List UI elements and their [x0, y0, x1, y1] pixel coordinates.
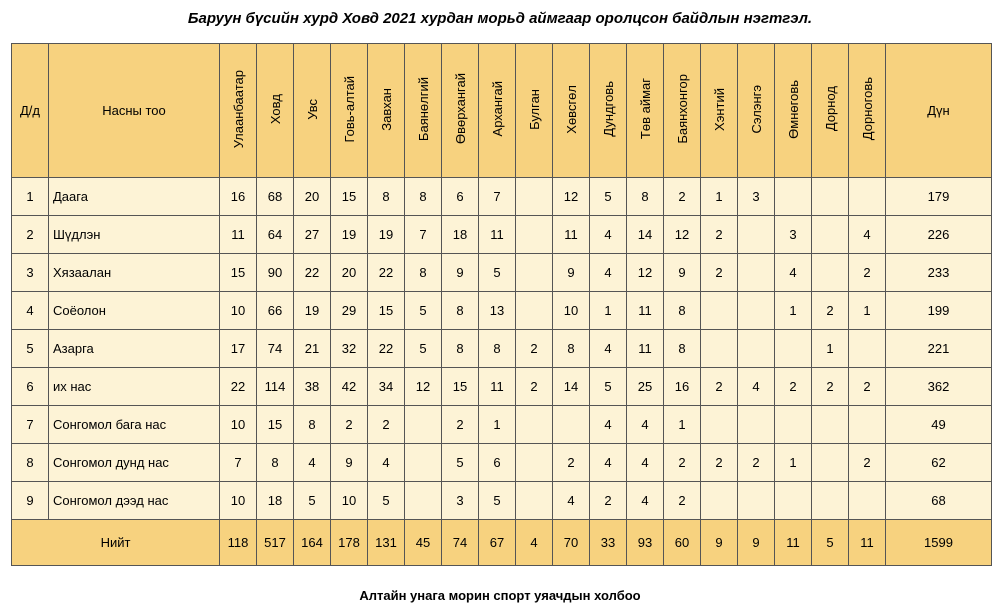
data-cell	[405, 444, 442, 482]
data-cell: 16	[664, 368, 701, 406]
data-cell: 2	[701, 254, 738, 292]
data-cell: 10	[553, 292, 590, 330]
row-total: 221	[886, 330, 992, 368]
data-cell: 2	[664, 178, 701, 216]
header-total: Дүн	[886, 44, 992, 178]
data-cell: 15	[442, 368, 479, 406]
header-province: Булган	[516, 44, 553, 178]
header-province: Завхан	[368, 44, 405, 178]
data-cell: 66	[257, 292, 294, 330]
data-cell: 2	[368, 406, 405, 444]
data-cell: 5	[590, 178, 627, 216]
header-province: Баянхонгор	[664, 44, 701, 178]
data-cell: 25	[627, 368, 664, 406]
data-cell: 5	[442, 444, 479, 482]
data-cell: 5	[405, 292, 442, 330]
data-cell	[738, 406, 775, 444]
data-cell: 8	[442, 292, 479, 330]
data-cell	[812, 406, 849, 444]
row-age-name: Шүдлэн	[49, 216, 220, 254]
data-cell: 8	[442, 330, 479, 368]
data-cell: 2	[775, 368, 812, 406]
header-province: Дорнод	[812, 44, 849, 178]
data-cell: 12	[627, 254, 664, 292]
data-cell: 2	[849, 254, 886, 292]
data-cell: 12	[664, 216, 701, 254]
data-cell: 15	[257, 406, 294, 444]
data-cell	[701, 406, 738, 444]
data-cell: 5	[368, 482, 405, 520]
row-age-name: Сонгомол бага нас	[49, 406, 220, 444]
summary-table	[11, 43, 992, 566]
row-age-name: их нас	[49, 368, 220, 406]
data-cell: 9	[553, 254, 590, 292]
data-cell	[516, 178, 553, 216]
header-age: Насны тоо	[49, 44, 220, 178]
table-row	[12, 330, 992, 368]
header-row	[12, 44, 992, 178]
data-cell: 2	[331, 406, 368, 444]
data-cell	[516, 292, 553, 330]
totals-cell: 60	[664, 520, 701, 566]
data-cell: 22	[220, 368, 257, 406]
data-cell: 9	[664, 254, 701, 292]
totals-cell: 4	[516, 520, 553, 566]
data-cell: 8	[479, 330, 516, 368]
data-cell: 1	[479, 406, 516, 444]
data-cell: 3	[738, 178, 775, 216]
data-cell: 1	[664, 406, 701, 444]
totals-row	[12, 520, 992, 566]
data-cell: 4	[590, 216, 627, 254]
row-total: 233	[886, 254, 992, 292]
header-index: Д/д	[12, 44, 49, 178]
data-cell: 2	[553, 444, 590, 482]
data-cell: 8	[257, 444, 294, 482]
totals-cell: 517	[257, 520, 294, 566]
data-cell	[775, 406, 812, 444]
data-cell: 6	[442, 178, 479, 216]
data-cell: 6	[479, 444, 516, 482]
data-cell	[405, 406, 442, 444]
table-row	[12, 216, 992, 254]
data-cell	[812, 482, 849, 520]
totals-cell: 93	[627, 520, 664, 566]
table-row	[12, 368, 992, 406]
header-province: Өвөрхангай	[442, 44, 479, 178]
data-cell	[701, 292, 738, 330]
data-cell: 14	[553, 368, 590, 406]
data-cell: 10	[220, 482, 257, 520]
data-cell: 22	[368, 330, 405, 368]
data-cell: 18	[442, 216, 479, 254]
header-province: Өмнөговь	[775, 44, 812, 178]
data-cell: 17	[220, 330, 257, 368]
data-cell: 2	[812, 292, 849, 330]
data-cell	[738, 482, 775, 520]
totals-cell: 131	[368, 520, 405, 566]
data-cell: 8	[627, 178, 664, 216]
data-cell: 64	[257, 216, 294, 254]
row-index: 8	[12, 444, 49, 482]
data-cell: 13	[479, 292, 516, 330]
data-cell: 114	[257, 368, 294, 406]
totals-cell: 74	[442, 520, 479, 566]
row-age-name: Азарга	[49, 330, 220, 368]
data-cell: 2	[516, 330, 553, 368]
data-cell: 2	[590, 482, 627, 520]
data-cell: 8	[405, 178, 442, 216]
data-cell: 74	[257, 330, 294, 368]
data-cell	[701, 482, 738, 520]
data-cell: 4	[627, 444, 664, 482]
data-cell	[775, 482, 812, 520]
data-cell: 2	[664, 444, 701, 482]
table-row	[12, 254, 992, 292]
header-province: Төв аймаг	[627, 44, 664, 178]
data-cell: 7	[479, 178, 516, 216]
data-cell	[553, 406, 590, 444]
data-cell	[738, 216, 775, 254]
data-cell: 5	[590, 368, 627, 406]
totals-cell: 11	[849, 520, 886, 566]
data-cell: 10	[220, 292, 257, 330]
row-index: 2	[12, 216, 49, 254]
data-cell: 4	[590, 254, 627, 292]
header-province: Говь-алтай	[331, 44, 368, 178]
row-age-name: Сонгомол дунд нас	[49, 444, 220, 482]
row-total: 362	[886, 368, 992, 406]
data-cell: 10	[331, 482, 368, 520]
data-cell: 2	[849, 368, 886, 406]
data-cell: 10	[220, 406, 257, 444]
data-cell	[738, 292, 775, 330]
data-cell: 4	[849, 216, 886, 254]
header-province: Сэлэнгэ	[738, 44, 775, 178]
data-cell: 90	[257, 254, 294, 292]
data-cell: 4	[590, 444, 627, 482]
data-cell: 8	[405, 254, 442, 292]
data-cell: 4	[738, 368, 775, 406]
row-total: 179	[886, 178, 992, 216]
data-cell: 2	[664, 482, 701, 520]
row-index: 4	[12, 292, 49, 330]
data-cell	[849, 178, 886, 216]
data-cell	[812, 444, 849, 482]
data-cell: 11	[627, 330, 664, 368]
row-age-name: Соёолон	[49, 292, 220, 330]
data-cell	[516, 254, 553, 292]
data-cell	[516, 482, 553, 520]
data-cell: 5	[294, 482, 331, 520]
data-cell: 2	[701, 444, 738, 482]
data-cell: 11	[479, 368, 516, 406]
footer-org: Алтайн унага морин спорт уяачдын холбоо	[359, 588, 641, 603]
data-cell: 19	[368, 216, 405, 254]
data-cell	[849, 330, 886, 368]
data-cell: 15	[368, 292, 405, 330]
data-cell	[701, 330, 738, 368]
data-cell: 15	[331, 178, 368, 216]
table-row	[12, 292, 992, 330]
header-province: Ховд	[257, 44, 294, 178]
totals-cell: 118	[220, 520, 257, 566]
row-total: 199	[886, 292, 992, 330]
page-title: Баруун бүсийн хурд Ховд 2021 хурдан морьд аймгаар оролцсон байдлын нэгтгэл.	[187, 10, 813, 27]
totals-cell: 9	[701, 520, 738, 566]
header-province: Дорноговь	[849, 44, 886, 178]
row-index: 3	[12, 254, 49, 292]
data-cell: 4	[553, 482, 590, 520]
totals-cell: 11	[775, 520, 812, 566]
row-index: 1	[12, 178, 49, 216]
data-cell	[812, 216, 849, 254]
data-cell: 2	[849, 444, 886, 482]
data-cell	[738, 254, 775, 292]
data-cell	[812, 254, 849, 292]
data-cell: 18	[257, 482, 294, 520]
totals-cell: 5	[812, 520, 849, 566]
data-cell: 22	[368, 254, 405, 292]
data-cell: 8	[553, 330, 590, 368]
data-cell	[775, 178, 812, 216]
data-cell: 4	[590, 406, 627, 444]
row-total: 226	[886, 216, 992, 254]
header-province: Увс	[294, 44, 331, 178]
row-total: 49	[886, 406, 992, 444]
data-cell: 4	[294, 444, 331, 482]
data-cell	[738, 330, 775, 368]
data-cell: 38	[294, 368, 331, 406]
data-cell	[405, 482, 442, 520]
data-cell: 14	[627, 216, 664, 254]
header-province: Баянөлгий	[405, 44, 442, 178]
row-index: 9	[12, 482, 49, 520]
data-cell: 32	[331, 330, 368, 368]
data-cell: 19	[294, 292, 331, 330]
row-index: 5	[12, 330, 49, 368]
data-cell: 1	[775, 444, 812, 482]
data-cell: 4	[627, 482, 664, 520]
data-cell: 4	[368, 444, 405, 482]
data-cell: 2	[701, 216, 738, 254]
data-cell: 3	[775, 216, 812, 254]
totals-grand: 1599	[886, 520, 992, 566]
data-cell: 5	[405, 330, 442, 368]
data-cell: 1	[590, 292, 627, 330]
totals-cell: 70	[553, 520, 590, 566]
data-cell: 42	[331, 368, 368, 406]
header-province: Улаанбаатар	[220, 44, 257, 178]
data-cell: 4	[627, 406, 664, 444]
data-cell: 4	[590, 330, 627, 368]
header-province: Хэнтий	[701, 44, 738, 178]
table-row	[12, 482, 992, 520]
totals-cell: 9	[738, 520, 775, 566]
data-cell: 4	[775, 254, 812, 292]
data-cell: 12	[405, 368, 442, 406]
data-cell: 16	[220, 178, 257, 216]
row-age-name: Сонгомол дээд нас	[49, 482, 220, 520]
data-cell: 2	[738, 444, 775, 482]
table-row	[12, 406, 992, 444]
data-cell: 29	[331, 292, 368, 330]
data-cell: 1	[701, 178, 738, 216]
data-cell: 20	[331, 254, 368, 292]
row-age-name: Даага	[49, 178, 220, 216]
data-cell: 68	[257, 178, 294, 216]
data-cell: 5	[479, 482, 516, 520]
data-cell: 8	[294, 406, 331, 444]
data-cell: 7	[405, 216, 442, 254]
totals-cell: 33	[590, 520, 627, 566]
data-cell	[516, 216, 553, 254]
table-row	[12, 444, 992, 482]
data-cell: 1	[775, 292, 812, 330]
data-cell: 15	[220, 254, 257, 292]
data-cell: 11	[553, 216, 590, 254]
header-province: Архангай	[479, 44, 516, 178]
row-total: 62	[886, 444, 992, 482]
data-cell	[812, 178, 849, 216]
totals-cell: 164	[294, 520, 331, 566]
data-cell: 12	[553, 178, 590, 216]
data-cell: 5	[479, 254, 516, 292]
data-cell: 22	[294, 254, 331, 292]
data-cell	[516, 406, 553, 444]
data-cell: 11	[627, 292, 664, 330]
data-cell: 8	[664, 330, 701, 368]
data-cell: 8	[664, 292, 701, 330]
data-cell: 2	[516, 368, 553, 406]
data-cell: 1	[812, 330, 849, 368]
data-cell: 21	[294, 330, 331, 368]
table-row	[12, 178, 992, 216]
data-cell: 19	[331, 216, 368, 254]
totals-cell: 45	[405, 520, 442, 566]
data-cell	[516, 444, 553, 482]
totals-cell: 178	[331, 520, 368, 566]
data-cell: 7	[220, 444, 257, 482]
data-cell	[849, 482, 886, 520]
row-index: 7	[12, 406, 49, 444]
data-cell: 11	[479, 216, 516, 254]
header-province: Хөвсгөл	[553, 44, 590, 178]
data-cell: 3	[442, 482, 479, 520]
row-total: 68	[886, 482, 992, 520]
totals-cell: 67	[479, 520, 516, 566]
data-cell: 9	[331, 444, 368, 482]
data-cell: 11	[220, 216, 257, 254]
header-province: Дундговь	[590, 44, 627, 178]
data-cell: 2	[812, 368, 849, 406]
data-cell: 34	[368, 368, 405, 406]
row-age-name: Хязаалан	[49, 254, 220, 292]
data-cell	[849, 406, 886, 444]
data-cell: 2	[442, 406, 479, 444]
data-cell: 1	[849, 292, 886, 330]
data-cell: 20	[294, 178, 331, 216]
data-cell: 2	[701, 368, 738, 406]
data-cell: 9	[442, 254, 479, 292]
row-index: 6	[12, 368, 49, 406]
data-cell	[775, 330, 812, 368]
data-cell: 8	[368, 178, 405, 216]
data-cell: 27	[294, 216, 331, 254]
totals-label: Нийт	[12, 520, 220, 566]
